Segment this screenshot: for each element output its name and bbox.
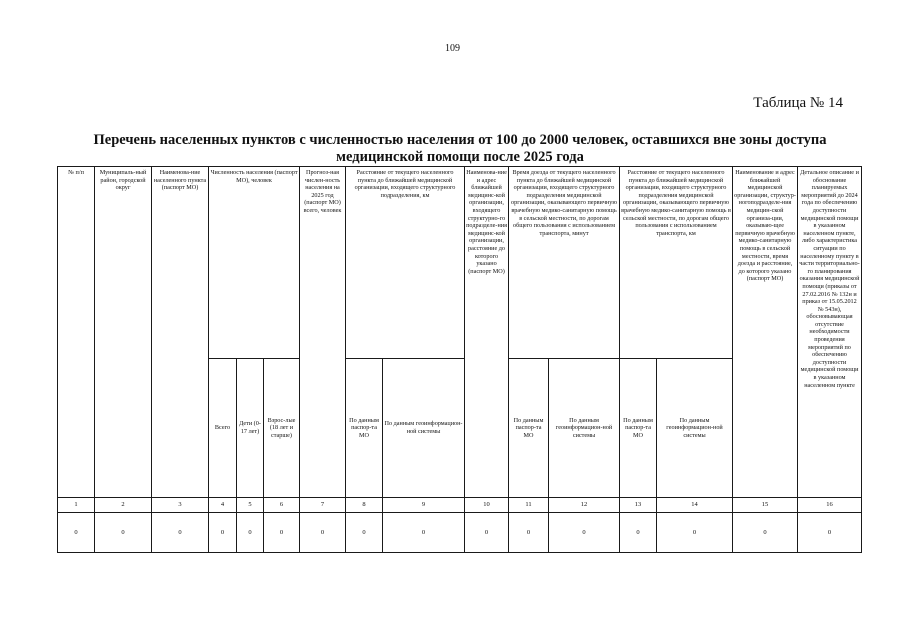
table-row	[58, 513, 862, 553]
table-cell: 0	[733, 513, 798, 553]
header-nearest-organization: Наименова-ние и адрес ближайшей медицинс-кой организации, входящего структурно-го подразделе-ния медицинс-кой организации, расстояние до которого указано (паспорт МО)	[465, 167, 509, 498]
header-time-passport: По данным паспор-та МО	[509, 359, 549, 498]
header-number: № п/п	[58, 167, 95, 498]
table-cell: 0	[300, 513, 346, 553]
table-cell: 0	[509, 513, 549, 553]
table-cell: 0	[549, 513, 620, 553]
column-number: 1	[58, 498, 95, 513]
table-cell: 0	[465, 513, 509, 553]
table-cell: 0	[383, 513, 465, 553]
header-travel-time-group: Время доезда от текущего населенного пункта до ближайшей медицинской организации, входящего структурного подразделения медицинской организации, оказывающего первичную врачебную медико-санитарную помощь в сельской местности, по дорогам общего пользования с использованием транспорта, минут	[509, 167, 620, 359]
header-distance-passport: По данным паспор-та МО	[346, 359, 383, 498]
header-population-adults: Взрос-лые (18 лет и старше)	[264, 359, 300, 498]
column-number: 7	[300, 498, 346, 513]
table-cell: 0	[346, 513, 383, 553]
header-primary-care-organization: Наименование и адрес ближайшей медицинской организации, структур-ногоподразделе-ния медицин-ской организа-ции, оказываю-щее первичную врачебную медико-санитарную помощь в сельской местности, время доезда и расстояние, до которого указано (паспорт МО)	[733, 167, 798, 498]
table-cell: 0	[95, 513, 152, 553]
header-population-total: Всего	[209, 359, 237, 498]
column-number: 14	[657, 498, 733, 513]
header-row-top	[58, 167, 862, 359]
column-number: 15	[733, 498, 798, 513]
header-settlement: Наименова-ние населенного пункта (паспорт МО)	[152, 167, 209, 498]
header-distance-group: Расстояние от текущего населенного пункта до ближайшей медицинской организации, входящего структурного подразделения, км	[346, 167, 465, 359]
table-cell: 0	[657, 513, 733, 553]
column-number: 13	[620, 498, 657, 513]
column-number: 9	[383, 498, 465, 513]
column-number: 8	[346, 498, 383, 513]
header-road-distance-group: Расстояние от текущего населенного пункта до ближайшей медицинской организации, входящего структурного подразделения медицинской организации, оказывающего первичную врачебную медико-санитарную помощь в сельской местности, по дорогам общего пользования с использованием транспорта, км	[620, 167, 733, 359]
column-number-row	[58, 498, 862, 513]
page-number: 109	[445, 43, 460, 54]
column-number: 12	[549, 498, 620, 513]
header-measures-description: Детальное описание и обоснование планируемых мероприятий до 2024 года по обеспечению доступности медицинской помощи в указанном населенном пункте, либо характеристика ситуации по населенному пункту в части территориально-го планирования оказания медицинской помощи (приказы от 27.02.2016 № 132н и приказ от 15.05.2012 № 543н), обосновывающая отсутствие необходимости проведения мероприятий по обеспечению доступности медицинской помощи в указанном населенном пункте	[798, 167, 862, 498]
header-forecast-population: Прогноз-ная числен-ность населения на 2025 год (паспорт МО) всего, человек	[300, 167, 346, 498]
header-road-distance-passport: По данным паспор-та МО	[620, 359, 657, 498]
table-cell: 0	[620, 513, 657, 553]
column-number: 11	[509, 498, 549, 513]
table-cell: 0	[58, 513, 95, 553]
column-number: 5	[237, 498, 264, 513]
header-district: Муниципаль-ный район, городской округ	[95, 167, 152, 498]
header-population-group: Численность населения (паспорт МО), человек	[209, 167, 300, 359]
column-number: 2	[95, 498, 152, 513]
column-number: 16	[798, 498, 862, 513]
header-time-gis: По данным геоинформацион-ной системы	[549, 359, 620, 498]
column-number: 4	[209, 498, 237, 513]
header-population-children: Дети (0-17 лет)	[237, 359, 264, 498]
column-number: 6	[264, 498, 300, 513]
header-distance-gis: По данным геоинформацион-ной системы	[383, 359, 465, 498]
table-label: Таблица № 14	[753, 95, 843, 111]
table-cell: 0	[152, 513, 209, 553]
settlements-table	[57, 166, 862, 553]
header-road-distance-gis: По данным геоинформацион-ной системы	[657, 359, 733, 498]
table-cell: 0	[237, 513, 264, 553]
document-title: Перечень населенных пунктов с численностью населения от 100 до 2000 человек, оставшихся вне зоны доступа медицинской помощи после 2025 года	[93, 132, 827, 165]
column-number: 3	[152, 498, 209, 513]
column-number: 10	[465, 498, 509, 513]
table-cell: 0	[209, 513, 237, 553]
table-cell: 0	[798, 513, 862, 553]
table-cell: 0	[264, 513, 300, 553]
